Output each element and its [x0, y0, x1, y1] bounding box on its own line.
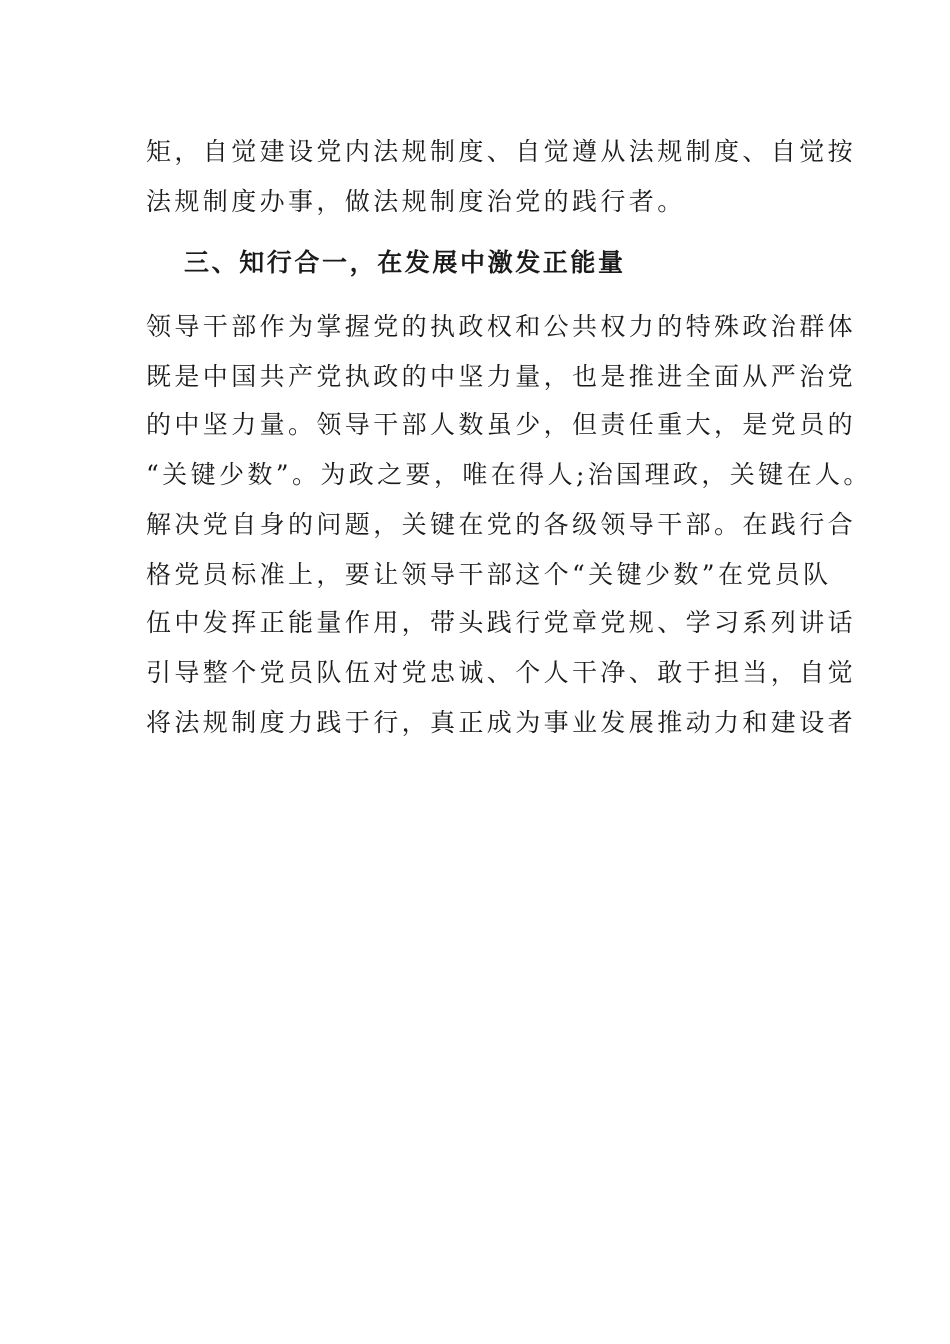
body-line-2: 既是中国共产党执政的中坚力量，也是推进全面从严治党: [146, 362, 857, 391]
body-line-7: 伍中发挥正能量作用，带头践行党章党规、学习系列讲话: [146, 608, 857, 637]
body-line-6: 格党员标准上，要让领导干部这个“关键少数”在党员队: [146, 560, 832, 589]
body-line-8: 引导整个党员队伍对党忠诚、个人干净、敢于担当，自觉: [146, 658, 857, 687]
intro-line-2: 法规制度办事，做法规制度治党的践行者。: [146, 187, 686, 216]
intro-line-1: 矩，自觉建设党内法规制度、自觉遵从法规制度、自觉按: [146, 137, 857, 166]
body-line-1: 领导干部作为掌握党的执政权和公共权力的特殊政治群体: [146, 312, 857, 341]
section-heading: 三、知行合一，在发展中激发正能量: [184, 248, 626, 277]
body-line-9: 将法规制度力践于行，真正成为事业发展推动力和建设者: [146, 708, 857, 737]
body-line-4: “关键少数”。为政之要，唯在得人;治国理政，关键在人。: [146, 460, 872, 489]
body-line-5: 解决党自身的问题，关键在党的各级领导干部。在践行合: [146, 510, 857, 539]
body-line-3: 的中坚力量。领导干部人数虽少，但责任重大，是党员的: [146, 410, 857, 439]
